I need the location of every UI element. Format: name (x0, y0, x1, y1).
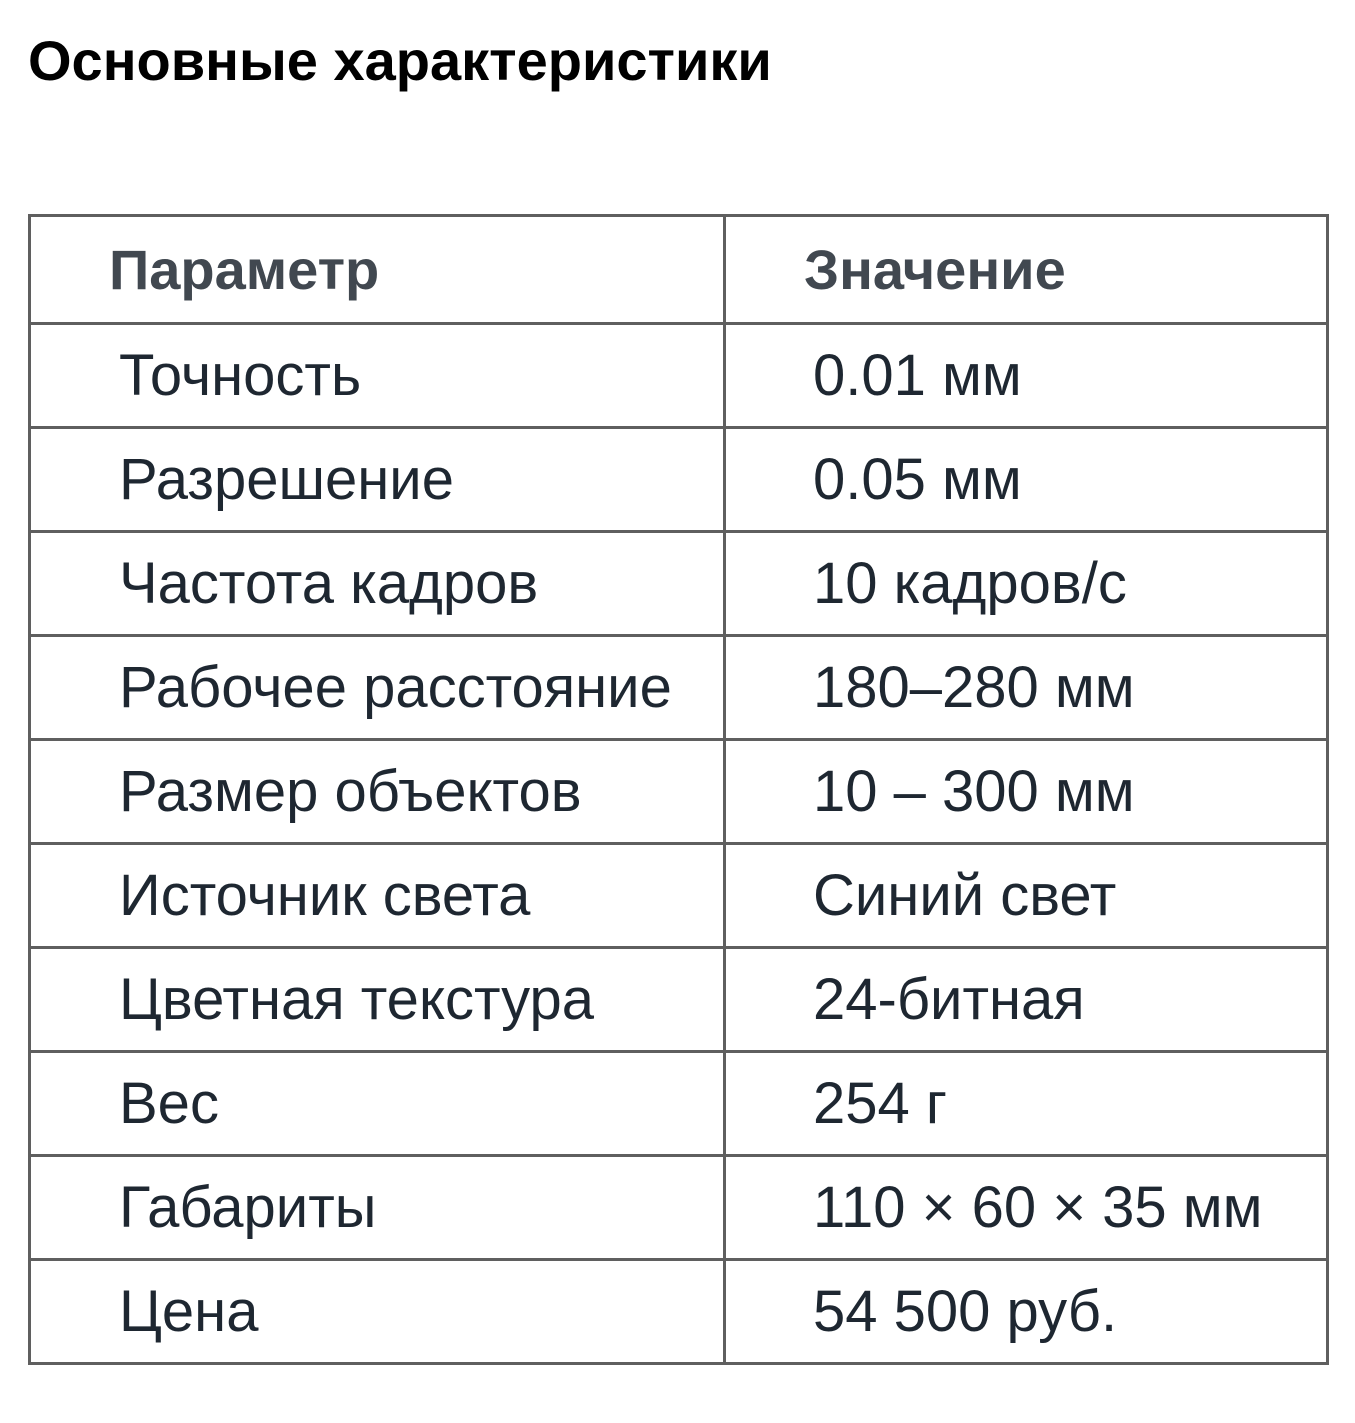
parameter-cell: Источник света (30, 844, 725, 948)
table-row (30, 636, 1328, 740)
parameter-cell: Цена (30, 1260, 725, 1364)
parameter-cell: Точность (30, 324, 725, 428)
table-row (30, 948, 1328, 1052)
parameter-cell: Разрешение (30, 428, 725, 532)
value-cell: 0.01 мм (725, 324, 1328, 428)
value-cell: 0.05 мм (725, 428, 1328, 532)
parameter-cell: Размер объектов (30, 740, 725, 844)
parameter-cell: Рабочее расстояние (30, 636, 725, 740)
page-title: Основные характеристики (28, 29, 772, 92)
column-header-parameter: Параметр (30, 216, 725, 324)
value-cell: 54 500 руб. (725, 1260, 1328, 1364)
value-cell: 110 × 60 × 35 мм (725, 1156, 1328, 1260)
table-row (30, 1156, 1328, 1260)
parameter-cell: Цветная текстура (30, 948, 725, 1052)
table-row (30, 844, 1328, 948)
value-cell: 10 кадров/с (725, 532, 1328, 636)
table-row (30, 324, 1328, 428)
table-body (30, 324, 1328, 1364)
table-row (30, 1052, 1328, 1156)
specs-table (28, 214, 1329, 1365)
table-row (30, 740, 1328, 844)
table-row (30, 428, 1328, 532)
value-cell: 180–280 мм (725, 636, 1328, 740)
value-cell: 10 – 300 мм (725, 740, 1328, 844)
value-cell: 24-битная (725, 948, 1328, 1052)
column-header-value: Значение (725, 216, 1328, 324)
parameter-cell: Частота кадров (30, 532, 725, 636)
table-row (30, 1260, 1328, 1364)
table-row (30, 532, 1328, 636)
table-header (30, 216, 1328, 324)
table-header-row (30, 216, 1328, 324)
parameter-cell: Вес (30, 1052, 725, 1156)
value-cell: 254 г (725, 1052, 1328, 1156)
parameter-cell: Габариты (30, 1156, 725, 1260)
value-cell: Синий свет (725, 844, 1328, 948)
